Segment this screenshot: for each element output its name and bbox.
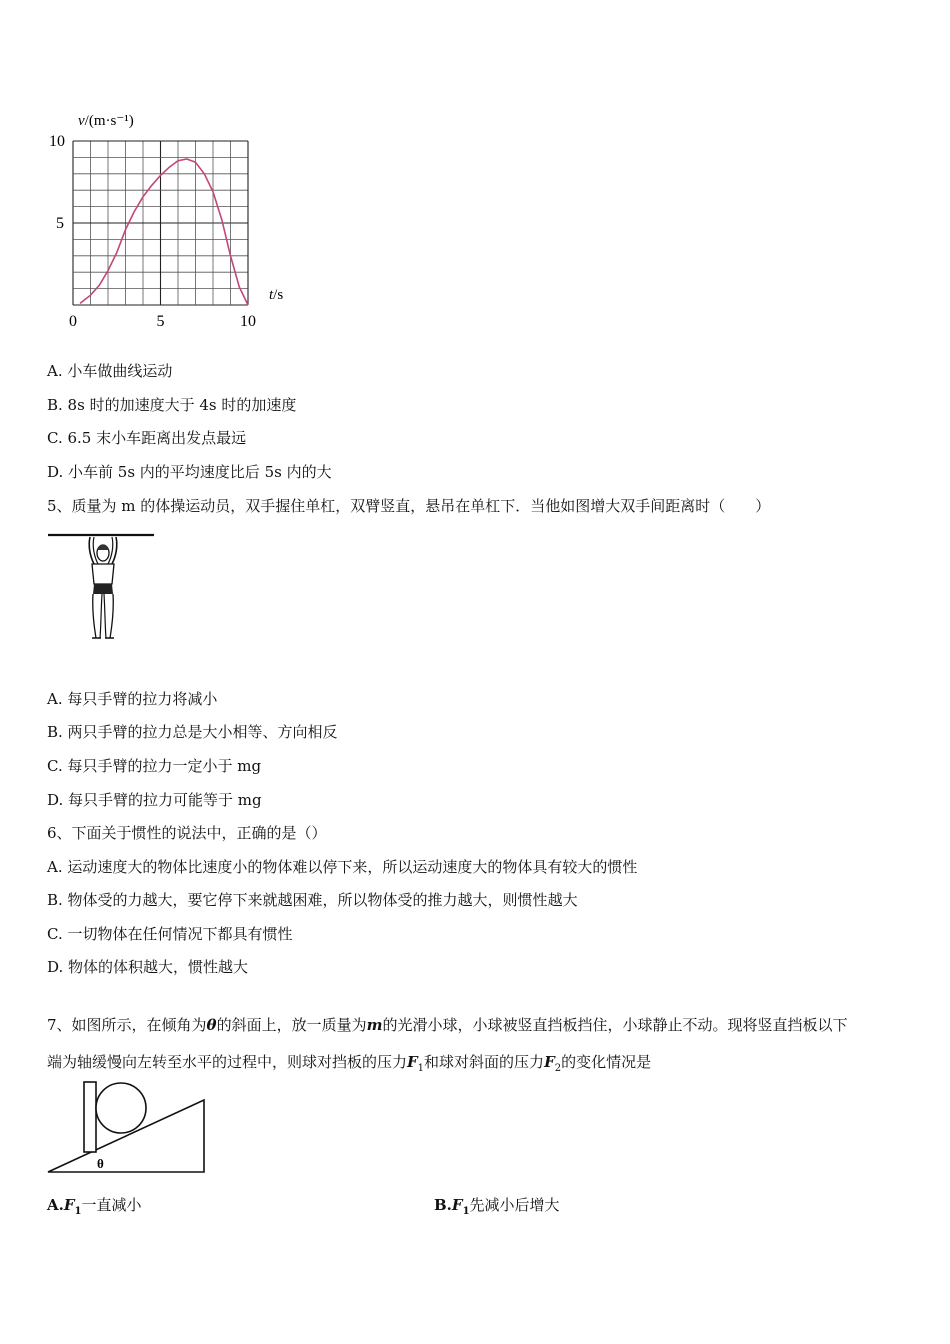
q5-option-d: D. 每只手臂的拉力可能等于 mg xyxy=(47,791,262,809)
q4-option-b: B. 8s 时的加速度大于 4s 时的加速度 xyxy=(47,396,297,414)
graph-grid xyxy=(73,141,248,305)
velocity-curve xyxy=(80,159,248,305)
q4-option-a: A. 小车做曲线运动 xyxy=(47,362,173,380)
q6-option-c: C. 一切物体在任何情况下都具有惯性 xyxy=(47,925,293,943)
theta-label: θ xyxy=(97,1156,104,1171)
q5-option-a: A. 每只手臂的拉力将减小 xyxy=(47,690,218,708)
q5-option-c: C. 每只手臂的拉力一定小于 mg xyxy=(47,757,262,775)
q7-stem-line1: 7、如图所示，在倾角为θ的斜面上，放一质量为m的光滑小球，小球被竖直挡板挡住，小球静止不动。现将竖直挡板以下 xyxy=(47,1016,848,1034)
q6-option-d: D. 物体的体积越大，惯性越大 xyxy=(47,958,249,976)
x-tick-label: 10 xyxy=(240,313,256,330)
q6-stem: 6、下面关于惯性的说法中，正确的是（） xyxy=(47,824,327,842)
q7-option-b: $B.F_1$先减小后增大 xyxy=(434,1196,560,1217)
x-tick-label: 0 xyxy=(69,313,77,330)
y-tick-label: 5 xyxy=(56,215,64,232)
q4-option-c: C. 6.5 末小车距离出发点最远 xyxy=(47,429,247,447)
x-axis-label: t/s xyxy=(269,287,284,303)
q6-option-b: B. 物体受的力越大，要它停下来就越困难，所以物体受的推力越大，则惯性越大 xyxy=(47,891,578,909)
q4-option-d: D. 小车前 5s 内的平均速度比后 5s 内的大 xyxy=(47,463,332,481)
q5-stem: 5、质量为 m 的体操运动员，双手握住单杠，双臂竖直，悬吊在单杠下．当他如图增大双手间距离时（ ） xyxy=(47,497,771,515)
q6-option-a: A. 运动速度大的物体比速度小的物体难以停下来，所以运动速度大的物体具有较大的惯性 xyxy=(47,858,638,876)
incline-ball-figure xyxy=(44,1078,210,1178)
gymnast-figure xyxy=(46,528,158,646)
y-tick-label: 10 xyxy=(49,133,65,150)
q7-option-a: $A.F_1$一直减小 xyxy=(47,1196,142,1217)
x-tick-label: 5 xyxy=(156,313,165,330)
q7-stem-line2: 端为轴缓慢向左转至水平的过程中，则球对挡板的压力$F_1$和球对斜面的压力$F_2$的变化情况是 xyxy=(47,1053,652,1074)
velocity-time-graph xyxy=(40,105,310,345)
q5-option-b: B. 两只手臂的拉力总是大小相等、方向相反 xyxy=(47,723,338,741)
y-axis-label: v/(m·s⁻¹) xyxy=(78,113,134,129)
